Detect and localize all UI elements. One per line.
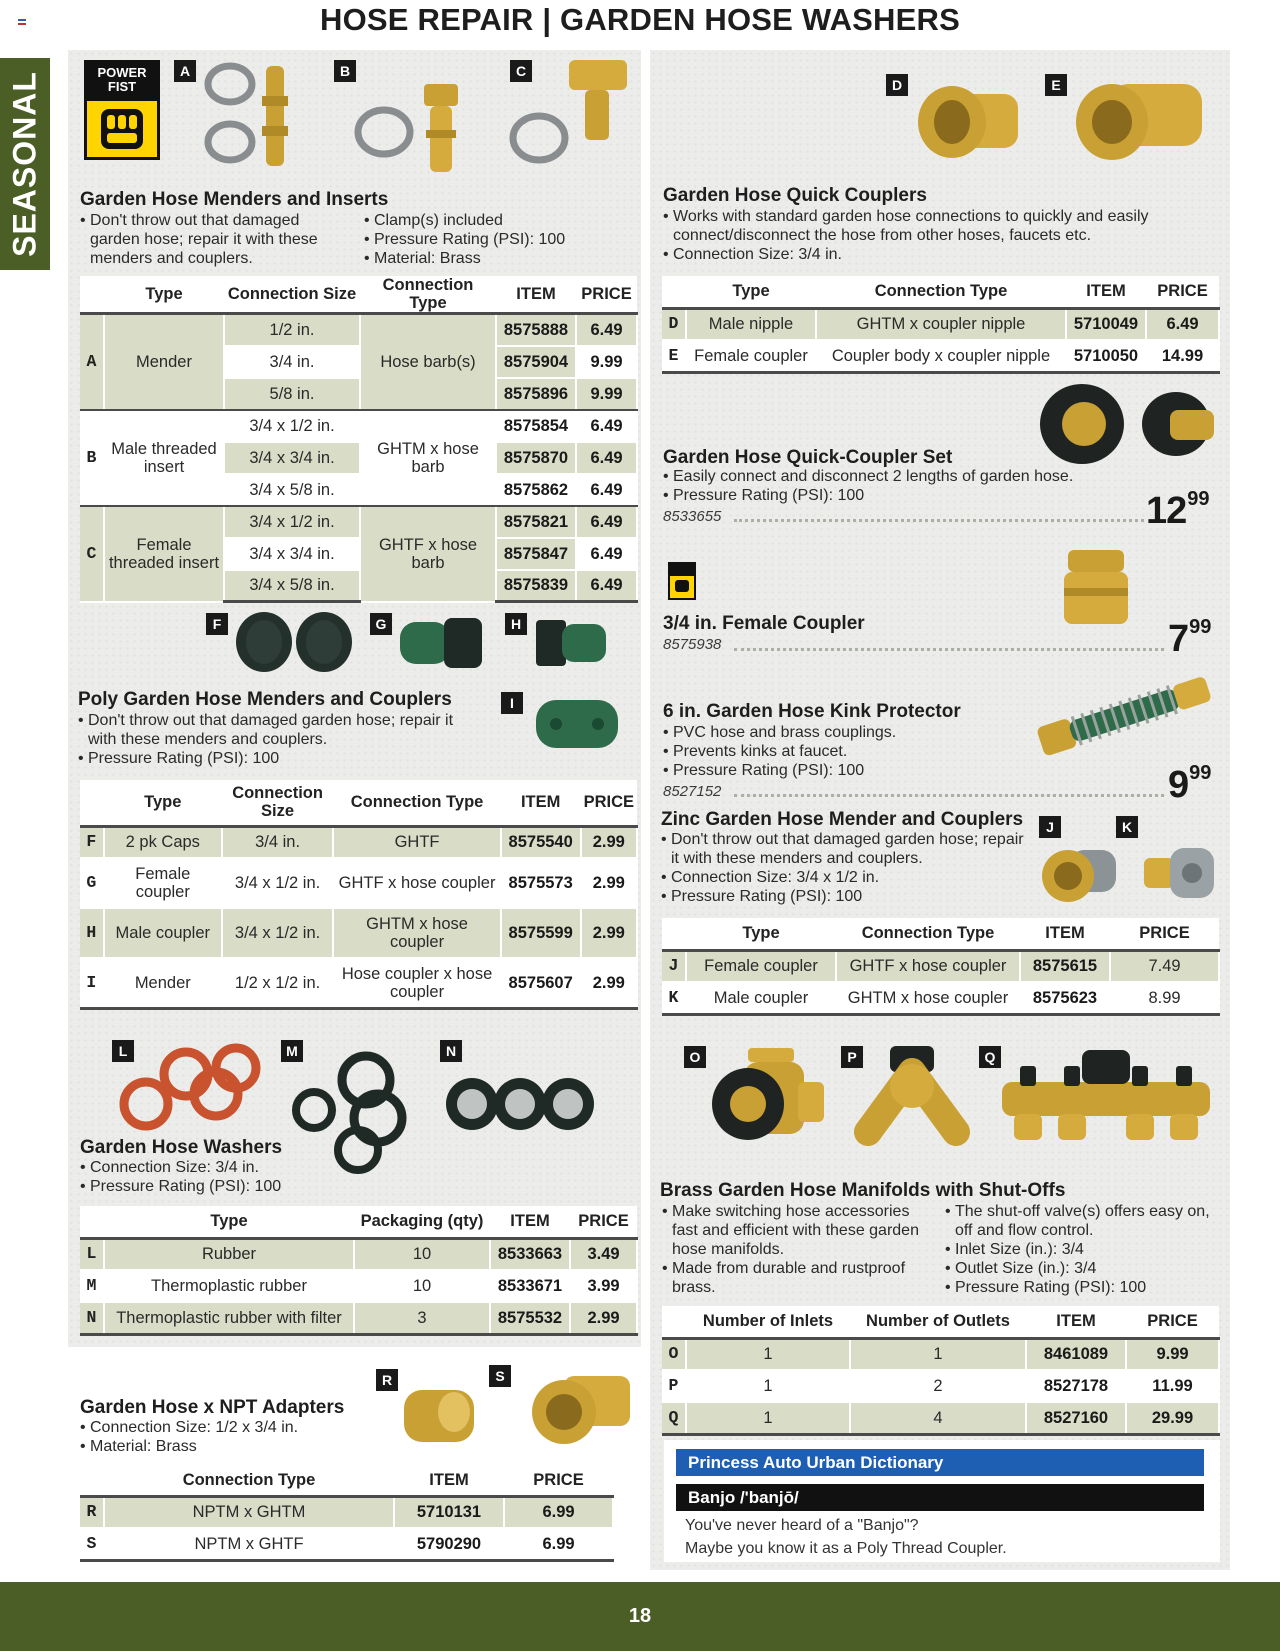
table-header: Connection Size [222,780,333,826]
row-price: 3.99 [570,1270,637,1302]
row-type: Thermoplastic rubber [104,1270,354,1302]
quick-couplers-bullet: • Works with standard garden hose connections to quickly and easily connect/disconnect the hose from other hoses, faucets etc. [663,207,1223,245]
single-manifold-icon [708,1042,828,1152]
table-header: PRICE [570,1206,637,1238]
row-letter: C [80,506,104,602]
row-conn: Hose coupler x hose coupler [333,958,501,1008]
washers-bullet: • Pressure Rating (PSI): 100 [80,1177,380,1196]
dictionary-term: Banjo /'banjō/ [676,1484,1204,1511]
table-header: ITEM [1026,1306,1126,1338]
npt-heading: Garden Hose x NPT Adapters [80,1397,345,1418]
row-letter: O [662,1338,686,1370]
double-manifold-icon [846,1042,976,1152]
female-coupler-price [1168,616,1211,661]
row-price: 14.99 [1146,340,1219,372]
coupler-set-bullets [663,467,1133,505]
table-row [662,308,1219,340]
table-row [80,1496,613,1528]
row-size: 3/4 x 1/2 in. [224,506,360,538]
row-price: 6.99 [504,1496,613,1528]
row-conn: GHTF x hose barb [360,506,496,602]
row-type: Female threaded insert [104,506,224,602]
row-item: 8575896 [496,378,576,410]
table-row [80,410,637,442]
row-price: 9.99 [576,378,637,410]
row-letter: G [80,858,104,908]
row-conn: NPTM x GHTF [104,1528,394,1560]
row-item: 8527160 [1026,1402,1126,1434]
poly-male-coupler-icon [532,608,612,676]
poly-female-coupler-icon [396,608,488,676]
row-size: 3/4 in. [224,346,360,378]
row-price: 6.49 [576,314,637,346]
row-item: 8575540 [501,826,581,858]
table-row [662,340,1219,372]
row-price: 2.99 [570,1302,637,1334]
menders-bullets-left [80,211,340,268]
badge-a: A [174,60,196,82]
manifolds-heading: Brass Garden Hose Manifolds with Shut-Offs [660,1180,1066,1201]
row-price: 29.99 [1126,1402,1219,1434]
page-footer [0,1582,1280,1651]
row-letter: E [662,340,686,372]
table-header [662,1306,686,1338]
row-type: Male coupler [104,908,222,958]
coupler-set-price [1146,488,1210,533]
row-item: 5710050 [1066,340,1146,372]
row-price: 2.99 [581,858,637,908]
row-item: 8575888 [496,314,576,346]
npt-female-adapter-icon [524,1366,634,1450]
quick-couplers-heading: Garden Hose Quick Couplers [663,185,927,206]
price-cents: 99 [1189,616,1212,638]
power-fist-logo-text: POWER FIST [87,63,157,101]
four-way-manifold-icon [992,1042,1220,1142]
row-item: 5710049 [1066,308,1146,340]
row-conn: GHTM x coupler nipple [816,308,1066,340]
row-inlets: 1 [686,1402,850,1434]
female-insert-icon [505,56,635,176]
table-row [662,982,1219,1014]
kink-bullet: • Prevents kinks at faucet. [663,742,983,761]
table-row [80,314,637,346]
badge-m: M [281,1040,303,1062]
zinc-table [662,918,1220,1016]
npt-bullets [80,1418,380,1456]
manifolds-bullet: • Make switching hose accessories fast and efficient with these garden hose manifolds. [662,1202,932,1259]
kink-price [1168,762,1211,807]
zinc-female-coupler-icon [1040,836,1120,908]
quick-couplers-bullet: • Connection Size: 3/4 in. [663,245,1223,264]
row-type: Rubber [104,1238,354,1270]
row-item: 8533663 [490,1238,570,1270]
dictionary-box [664,1440,1220,1562]
table-row [80,858,637,908]
table-header: ITEM [490,1206,570,1238]
table-header: Packaging (qty) [354,1206,490,1238]
row-letter: N [80,1302,104,1334]
row-item: 5790290 [394,1528,504,1560]
table-header: Type [686,276,816,308]
price-dollars: 12 [1146,490,1187,532]
table-header: ITEM [1020,918,1110,950]
row-size: 1/2 x 1/2 in. [222,958,333,1008]
row-price: 2.99 [581,908,637,958]
row-conn: NPTM x GHTM [104,1496,394,1528]
kink-bullet: • PVC hose and brass couplings. [663,723,983,742]
price-cents: 99 [1187,488,1210,510]
table-header: PRICE [1146,276,1219,308]
table-header: Type [104,1206,354,1238]
female-coupler-icon [1060,544,1132,630]
menders-table [80,276,638,603]
poly-bullet: • Don't throw out that damaged garden hose; repair it with these menders and couplers. [78,711,458,749]
row-size: 5/8 in. [224,378,360,410]
row-size: 3/4 x 1/2 in. [224,410,360,442]
badge-p: P [841,1046,863,1068]
table-row [662,950,1219,982]
male-nipple-icon [912,74,1024,166]
female-coupler-leader [734,648,1164,651]
row-type: 2 pk Caps [104,826,222,858]
table-header: Connection Type [104,1466,394,1496]
row-qty: 10 [354,1270,490,1302]
badge-c: C [510,60,532,82]
row-item: 8575870 [496,442,576,474]
table-row [80,826,637,858]
badge-n: N [440,1040,462,1062]
row-item: 8575821 [496,506,576,538]
zinc-bullet: • Don't throw out that damaged garden hose; repair it with these menders and couplers. [661,830,1031,868]
table-header [80,1206,104,1238]
price-dollars: 9 [1168,764,1189,806]
manifolds-bullets-right [945,1202,1215,1297]
row-price: 6.49 [1146,308,1219,340]
quick-couplers-table [662,276,1220,374]
table-header: Number of Outlets [850,1306,1026,1338]
row-letter: P [662,1370,686,1402]
row-letter: S [80,1528,104,1560]
table-row [80,908,637,958]
badge-q: Q [979,1046,1001,1068]
price-dollars: 7 [1168,618,1189,660]
row-outlets: 4 [850,1402,1026,1434]
badge-k: K [1116,816,1138,838]
row-item: 8575847 [496,538,576,570]
filter-washers-icon [440,1070,600,1140]
row-price: 11.99 [1126,1370,1219,1402]
poly-bullets [78,711,458,768]
row-letter: H [80,908,104,958]
row-item: 8575607 [501,958,581,1008]
table-header: ITEM [394,1466,504,1496]
mender-clamps-icon [200,56,300,176]
manifolds-bullet: • Made from durable and rustproof brass. [662,1259,932,1297]
washers-bullet: • Connection Size: 3/4 in. [80,1158,380,1177]
table-row [80,506,637,538]
manifolds-bullet: • The shut-off valve(s) offers easy on, off and flow control. [945,1202,1215,1240]
row-price: 6.49 [576,506,637,538]
badge-o: O [684,1046,706,1068]
row-item: 8575623 [1020,982,1110,1014]
manifolds-bullet: • Inlet Size (in.): 3/4 [945,1240,1215,1259]
row-price: 6.49 [576,442,637,474]
poly-heading: Poly Garden Hose Menders and Couplers [78,689,452,710]
table-row [80,1302,637,1334]
row-type: Male nipple [686,308,816,340]
kink-bullets [663,723,983,780]
row-item: 8575573 [501,858,581,908]
power-fist-logo [84,60,160,160]
manifolds-table [662,1306,1220,1436]
manifolds-bullets-left [662,1202,932,1297]
row-price: 8.99 [1110,982,1219,1014]
washers-heading: Garden Hose Washers [80,1137,283,1158]
npt-bullet: • Connection Size: 1/2 x 3/4 in. [80,1418,380,1437]
menders-bullet: • Clamp(s) included [364,211,624,230]
badge-s: S [489,1365,511,1387]
row-type: Female coupler [686,950,836,982]
menders-bullet: • Pressure Rating (PSI): 100 [364,230,624,249]
row-size: 3/4 x 3/4 in. [224,442,360,474]
zinc-bullets [661,830,1031,906]
female-quick-coupler-icon [1070,70,1210,170]
zinc-bullet: • Pressure Rating (PSI): 100 [661,887,1031,906]
row-conn: GHTM x hose coupler [836,982,1020,1014]
row-conn: Coupler body x coupler nipple [816,340,1066,372]
npt-male-adapter-icon [398,1372,482,1452]
row-letter: K [662,982,686,1014]
coupler-set-leader [734,519,1144,522]
row-size: 3/4 x 5/8 in. [224,570,360,602]
row-item: 8527178 [1026,1370,1126,1402]
row-letter: Q [662,1402,686,1434]
row-conn: GHTM x hose barb [360,410,496,506]
row-price: 9.99 [1126,1338,1219,1370]
table-header: PRICE [576,276,637,314]
row-letter: M [80,1270,104,1302]
table-header [80,276,104,314]
badge-d: D [886,74,908,96]
row-item: 8575615 [1020,950,1110,982]
row-outlets: 2 [850,1370,1026,1402]
row-price: 6.49 [576,538,637,570]
row-inlets: 1 [686,1370,850,1402]
badge-b: B [334,60,356,82]
male-insert-icon [350,80,480,180]
badge-f: F [206,613,228,635]
table-header: Number of Inlets [686,1306,850,1338]
table-header [662,276,686,308]
row-price: 2.99 [581,826,637,858]
zinc-male-coupler-icon [1140,836,1220,908]
row-item: 8533671 [490,1270,570,1302]
row-conn: GHTF x hose coupler [836,950,1020,982]
table-header: Connection Type [816,276,1066,308]
kink-sku: 8527152 [663,783,722,800]
row-letter: D [662,308,686,340]
table-header: PRICE [1110,918,1219,950]
table-header: PRICE [1126,1306,1219,1338]
table-header: Type [104,780,222,826]
coupler-set-bullet: • Pressure Rating (PSI): 100 [663,486,1133,505]
row-conn: GHTM x hose coupler [333,908,501,958]
row-price: 7.49 [1110,950,1219,982]
row-outlets: 1 [850,1338,1026,1370]
badge-i: I [501,692,523,714]
section-tab-label: SEASONAL [6,71,43,257]
row-price: 9.99 [576,346,637,378]
row-size: 3/4 x 5/8 in. [224,474,360,506]
row-letter: B [80,410,104,506]
kink-heading: 6 in. Garden Hose Kink Protector [663,701,961,722]
badge-e: E [1045,74,1067,96]
row-price: 3.49 [570,1238,637,1270]
section-tab [0,58,50,270]
poly-table [80,780,638,1010]
row-type: Mender [104,958,222,1008]
fist-icon [87,101,157,157]
poly-bullet: • Pressure Rating (PSI): 100 [78,749,458,768]
badge-l: L [112,1040,134,1062]
washers-table [80,1206,638,1336]
row-letter: R [80,1496,104,1528]
row-item: 8575862 [496,474,576,506]
row-type: Male threaded insert [104,410,224,506]
row-item: 8575854 [496,410,576,442]
table-header: Connection Size [224,276,360,314]
table-row [80,1270,637,1302]
menders-bullets-right [364,211,624,268]
dictionary-header: Princess Auto Urban Dictionary [676,1449,1204,1476]
row-letter: L [80,1238,104,1270]
page-title: HOSE REPAIR | GARDEN HOSE WASHERS [320,2,960,37]
table-header: Type [104,276,224,314]
table-header: Connection Type [360,276,496,314]
table-header: Connection Type [333,780,501,826]
kink-protector-icon [1030,664,1220,764]
table-header: Type [686,918,836,950]
dictionary-line-2: Maybe you know it as a Poly Thread Coupler. [685,1540,1007,1557]
row-price: 6.49 [576,410,637,442]
row-type: Female coupler [104,858,222,908]
row-letter: I [80,958,104,1008]
row-conn: Hose barb(s) [360,314,496,410]
row-type: Male coupler [686,982,836,1014]
page-number: 18 [628,1605,652,1627]
row-size: 1/2 in. [224,314,360,346]
table-header: ITEM [1066,276,1146,308]
row-conn: GHTF [333,826,501,858]
row-item: 8575839 [496,570,576,602]
row-size: 3/4 x 3/4 in. [224,538,360,570]
zinc-bullet: • Connection Size: 3/4 x 1/2 in. [661,868,1031,887]
coupler-set-sku: 8533655 [663,508,722,525]
row-item: 8575904 [496,346,576,378]
table-row [662,1402,1219,1434]
row-letter: F [80,826,104,858]
table-header: Connection Type [836,918,1020,950]
quick-coupler-set-icon [1036,380,1218,466]
manifolds-bullet: • Outlet Size (in.): 3/4 [945,1259,1215,1278]
table-header [80,780,104,826]
dictionary-line-1: You've never heard of a "Banjo"? [685,1517,919,1534]
row-qty: 10 [354,1238,490,1270]
row-inlets: 1 [686,1338,850,1370]
rubber-washers-icon [116,1034,266,1134]
npt-table [80,1466,614,1562]
table-header: ITEM [501,780,581,826]
row-size: 3/4 x 1/2 in. [222,858,333,908]
zinc-heading: Zinc Garden Hose Mender and Couplers [661,809,1024,830]
menders-bullet: • Material: Brass [364,249,624,268]
menders-bullet: • Don't throw out that damaged garden hose; repair it with these menders and couplers. [80,211,340,268]
table-row [662,1370,1219,1402]
badge-g: G [370,613,392,635]
coupler-set-heading: Garden Hose Quick-Coupler Set [663,447,953,468]
coupler-set-bullet: • Easily connect and disconnect 2 lengths of garden hose. [663,467,1133,486]
row-item: 5710131 [394,1496,504,1528]
table-header [80,1466,104,1496]
quick-couplers-bullets [663,207,1223,264]
table-header: PRICE [581,780,637,826]
row-price: 6.99 [504,1528,613,1560]
price-cents: 99 [1189,762,1212,784]
row-size: 3/4 in. [222,826,333,858]
row-price: 6.49 [576,474,637,506]
power-fist-mini-logo [668,562,696,600]
badge-r: R [376,1369,398,1391]
row-price: 2.99 [581,958,637,1008]
row-type: Thermoplastic rubber with filter [104,1302,354,1334]
table-row [80,958,637,1008]
row-qty: 3 [354,1302,490,1334]
badge-h: H [505,613,527,635]
row-type: Female coupler [686,340,816,372]
kink-leader [734,794,1164,797]
row-item: 8461089 [1026,1338,1126,1370]
table-row [80,1238,637,1270]
female-coupler-heading: 3/4 in. Female Coupler [663,613,865,634]
kink-bullet: • Pressure Rating (PSI): 100 [663,761,983,780]
row-letter: J [662,950,686,982]
poly-caps-icon [232,608,362,676]
row-size: 3/4 x 1/2 in. [222,908,333,958]
table-row [662,1338,1219,1370]
row-item: 8575532 [490,1302,570,1334]
table-header: ITEM [496,276,576,314]
row-type: Mender [104,314,224,410]
poly-mender-icon [532,690,622,756]
washers-bullets [80,1158,380,1196]
row-price: 6.49 [576,570,637,602]
badge-j: J [1039,816,1061,838]
manifolds-bullet: • Pressure Rating (PSI): 100 [945,1278,1215,1297]
table-header: PRICE [504,1466,613,1496]
table-header [662,918,686,950]
row-letter: A [80,314,104,410]
female-coupler-sku: 8575938 [663,636,722,653]
table-row [80,1528,613,1560]
row-conn: GHTF x hose coupler [333,858,501,908]
row-item: 8575599 [501,908,581,958]
menders-heading: Garden Hose Menders and Inserts [80,189,389,210]
npt-bullet: • Material: Brass [80,1437,380,1456]
